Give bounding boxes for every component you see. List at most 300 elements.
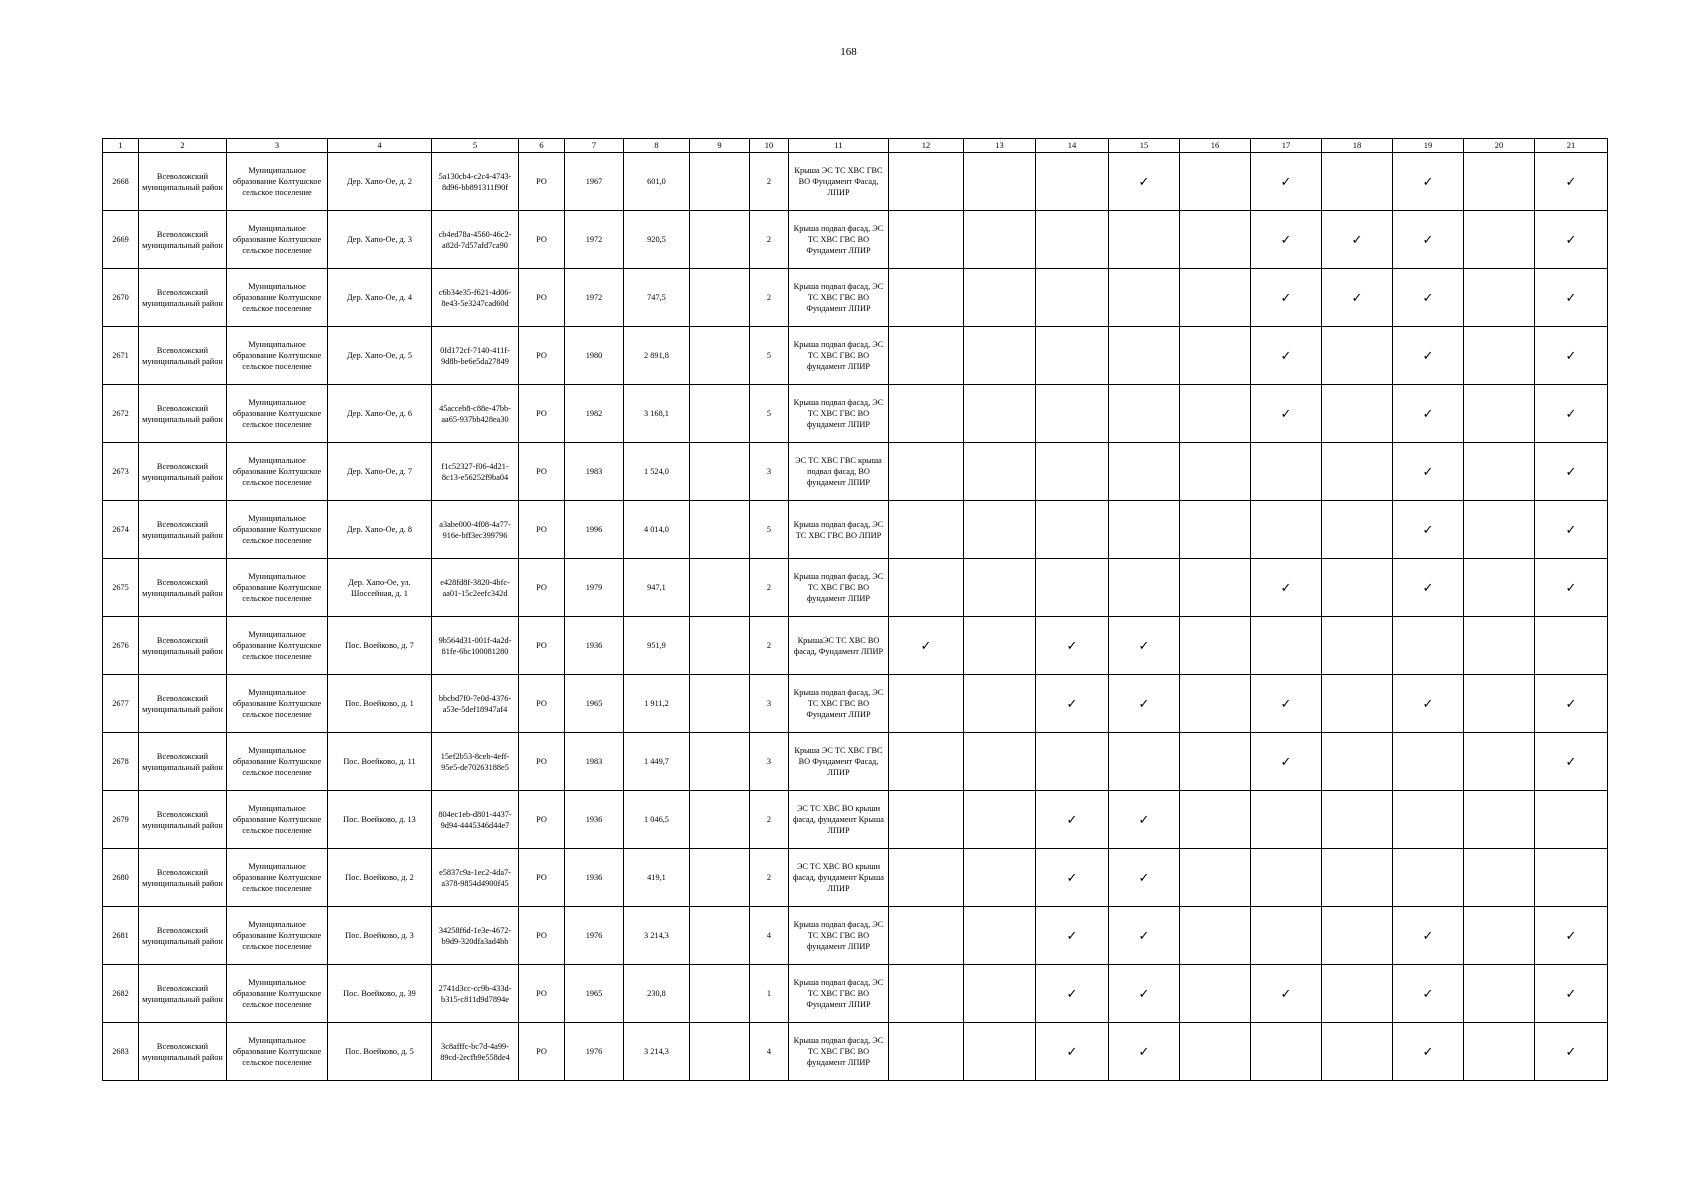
total-area-cell: 1 524,0 xyxy=(624,443,690,501)
address-cell: Пос. Воейково, д. 3 xyxy=(328,907,432,965)
row-number-cell: 2677 xyxy=(103,675,139,733)
check-mark-icon: ✓ xyxy=(1565,927,1577,943)
row-number-cell: 2670 xyxy=(103,269,139,327)
work-column-13-cell xyxy=(964,443,1036,501)
table-row xyxy=(103,559,1608,617)
municipality-cell: Муниципальное образование Колтушское сельское поселение xyxy=(227,1023,328,1081)
floors-cell: 4 xyxy=(750,907,789,965)
work-column-21-cell xyxy=(1535,327,1608,385)
check-mark-icon: ✓ xyxy=(1565,753,1577,769)
check-mark-icon: ✓ xyxy=(1066,927,1078,943)
table-row xyxy=(103,385,1608,443)
work-column-16-cell xyxy=(1180,385,1251,443)
work-column-18-cell xyxy=(1322,501,1393,559)
floors-cell: 2 xyxy=(750,617,789,675)
work-column-21-cell xyxy=(1535,269,1608,327)
total-area-cell: 3 168,1 xyxy=(624,385,690,443)
address-cell: Дер. Хапо-Ое, ул. Шоссейная, д. 1 xyxy=(328,559,432,617)
total-area-cell: 230,8 xyxy=(624,965,690,1023)
work-column-18-cell xyxy=(1322,965,1393,1023)
check-mark-icon: ✓ xyxy=(1280,985,1292,1001)
management-type-cell: РО xyxy=(519,501,565,559)
column-9-cell xyxy=(690,269,750,327)
check-mark-icon: ✓ xyxy=(1422,405,1434,421)
work-column-20-cell xyxy=(1464,965,1535,1023)
work-column-15-cell xyxy=(1109,965,1180,1023)
management-type-cell: РО xyxy=(519,269,565,327)
work-column-20-cell xyxy=(1464,269,1535,327)
row-number-cell: 2671 xyxy=(103,327,139,385)
total-area-cell: 601,0 xyxy=(624,153,690,211)
work-column-21-cell xyxy=(1535,559,1608,617)
total-area-cell: 747,5 xyxy=(624,269,690,327)
work-column-14-cell xyxy=(1036,849,1109,907)
work-column-13-cell xyxy=(964,733,1036,791)
work-column-18-cell xyxy=(1322,269,1393,327)
work-column-19-cell xyxy=(1393,733,1464,791)
total-area-cell: 3 214,3 xyxy=(624,907,690,965)
work-column-16-cell xyxy=(1180,733,1251,791)
work-column-17-cell xyxy=(1251,269,1322,327)
work-column-17-cell xyxy=(1251,617,1322,675)
row-number-cell: 2681 xyxy=(103,907,139,965)
check-mark-icon: ✓ xyxy=(1280,753,1292,769)
check-mark-icon: ✓ xyxy=(1422,1043,1434,1059)
work-column-20-cell xyxy=(1464,443,1535,501)
work-column-15-cell xyxy=(1109,791,1180,849)
municipality-cell: Муниципальное образование Колтушское сельское поселение xyxy=(227,211,328,269)
floors-cell: 3 xyxy=(750,675,789,733)
check-mark-icon: ✓ xyxy=(1565,695,1577,711)
work-column-12-cell xyxy=(889,559,964,617)
work-column-19-cell xyxy=(1393,617,1464,675)
column-9-cell xyxy=(690,791,750,849)
work-column-21-cell xyxy=(1535,443,1608,501)
address-cell: Дер. Хапо-Ое, д. 2 xyxy=(328,153,432,211)
work-column-21-cell xyxy=(1535,733,1608,791)
work-column-17-cell xyxy=(1251,559,1322,617)
check-mark-icon: ✓ xyxy=(1138,695,1150,711)
district-cell: Всеволожский муниципальный район xyxy=(139,617,227,675)
work-column-19-cell xyxy=(1393,269,1464,327)
check-mark-icon: ✓ xyxy=(1422,927,1434,943)
row-number-cell: 2678 xyxy=(103,733,139,791)
check-mark-icon: ✓ xyxy=(1280,289,1292,305)
work-column-15-cell xyxy=(1109,501,1180,559)
work-column-20-cell xyxy=(1464,153,1535,211)
check-mark-icon: ✓ xyxy=(1351,231,1363,247)
municipality-cell: Муниципальное образование Колтушское сельское поселение xyxy=(227,269,328,327)
work-column-14-cell xyxy=(1036,733,1109,791)
check-mark-icon: ✓ xyxy=(1280,347,1292,363)
work-column-14-cell xyxy=(1036,153,1109,211)
house-guid-cell: 45acceb8-c88e-47bb-aa65-937bb428ea30 xyxy=(432,385,519,443)
table-row xyxy=(103,269,1608,327)
work-column-21-cell xyxy=(1535,791,1608,849)
house-guid-cell: e5837c9a-1ec2-4da7-a378-9854d4900f45 xyxy=(432,849,519,907)
work-column-13-cell xyxy=(964,327,1036,385)
year-built-cell: 1936 xyxy=(565,849,624,907)
house-guid-cell: 34258f6d-1e3e-4672-b9d9-320dfa3ad4bb xyxy=(432,907,519,965)
check-mark-icon: ✓ xyxy=(920,637,932,653)
check-mark-icon: ✓ xyxy=(1138,173,1150,189)
house-guid-cell: 3c8afffc-bc7d-4a99-89cd-2ecfb9e558de4 xyxy=(432,1023,519,1081)
management-type-cell: РО xyxy=(519,327,565,385)
row-number-cell: 2679 xyxy=(103,791,139,849)
work-column-14-cell xyxy=(1036,211,1109,269)
address-cell: Пос. Воейково, д. 11 xyxy=(328,733,432,791)
work-column-16-cell xyxy=(1180,617,1251,675)
house-guid-cell: 9b564d31-001f-4a2d-81fe-6bc100081280 xyxy=(432,617,519,675)
check-mark-icon: ✓ xyxy=(1565,579,1577,595)
work-column-21-cell xyxy=(1535,153,1608,211)
management-type-cell: РО xyxy=(519,443,565,501)
work-column-19-cell xyxy=(1393,675,1464,733)
work-column-13-cell xyxy=(964,965,1036,1023)
work-column-19-cell xyxy=(1393,211,1464,269)
management-type-cell: РО xyxy=(519,675,565,733)
work-column-19-cell xyxy=(1393,1023,1464,1081)
check-mark-icon: ✓ xyxy=(1422,347,1434,363)
check-mark-icon: ✓ xyxy=(1565,521,1577,537)
work-column-15-cell xyxy=(1109,907,1180,965)
table-row xyxy=(103,211,1608,269)
total-area-cell: 1 449,7 xyxy=(624,733,690,791)
total-area-cell: 1 911,2 xyxy=(624,675,690,733)
work-column-16-cell xyxy=(1180,849,1251,907)
work-column-13-cell xyxy=(964,617,1036,675)
work-column-12-cell xyxy=(889,327,964,385)
management-type-cell: РО xyxy=(519,153,565,211)
district-cell: Всеволожский муниципальный район xyxy=(139,443,227,501)
check-mark-icon: ✓ xyxy=(1138,927,1150,943)
district-cell: Всеволожский муниципальный район xyxy=(139,907,227,965)
column-9-cell xyxy=(690,501,750,559)
work-column-20-cell xyxy=(1464,791,1535,849)
municipality-cell: Муниципальное образование Колтушское сельское поселение xyxy=(227,617,328,675)
check-mark-icon: ✓ xyxy=(1565,985,1577,1001)
works-list-cell: Крыша подвал фасад, ЭС ТС ХВС ГВС ВО фундамент ЛПИР xyxy=(789,385,889,443)
house-guid-cell: a3abe000-4f08-4a77-916e-bff3ec399796 xyxy=(432,501,519,559)
district-cell: Всеволожский муниципальный район xyxy=(139,559,227,617)
work-column-21-cell xyxy=(1535,907,1608,965)
row-number-cell: 2673 xyxy=(103,443,139,501)
check-mark-icon: ✓ xyxy=(1280,579,1292,595)
work-column-17-cell xyxy=(1251,327,1322,385)
work-column-18-cell xyxy=(1322,675,1393,733)
year-built-cell: 1972 xyxy=(565,211,624,269)
work-column-19-cell xyxy=(1393,385,1464,443)
floors-cell: 3 xyxy=(750,443,789,501)
work-column-18-cell xyxy=(1322,443,1393,501)
work-column-14-cell xyxy=(1036,1023,1109,1081)
works-list-cell: Крыша ЭС ТС ХВС ГВС ВО Фундамент Фасад, ЛПИР xyxy=(789,733,889,791)
district-cell: Всеволожский муниципальный район xyxy=(139,733,227,791)
check-mark-icon: ✓ xyxy=(1422,463,1434,479)
address-cell: Пос. Воейково, д. 1 xyxy=(328,675,432,733)
table-row xyxy=(103,617,1608,675)
work-column-16-cell xyxy=(1180,559,1251,617)
column-number-header: 7 xyxy=(565,139,624,153)
address-cell: Дер. Хапо-Ое, д. 4 xyxy=(328,269,432,327)
work-column-12-cell xyxy=(889,733,964,791)
check-mark-icon: ✓ xyxy=(1066,811,1078,827)
row-number-cell: 2676 xyxy=(103,617,139,675)
address-cell: Пос. Воейково, д. 7 xyxy=(328,617,432,675)
address-cell: Дер. Хапо-Ое, д. 7 xyxy=(328,443,432,501)
year-built-cell: 1967 xyxy=(565,153,624,211)
check-mark-icon: ✓ xyxy=(1565,289,1577,305)
house-guid-cell: 15ef2b53-8ceb-4eff-95e5-de70263188e5 xyxy=(432,733,519,791)
work-column-15-cell xyxy=(1109,269,1180,327)
work-column-15-cell xyxy=(1109,733,1180,791)
column-number-header: 1 xyxy=(103,139,139,153)
work-column-18-cell xyxy=(1322,559,1393,617)
column-number-header: 18 xyxy=(1322,139,1393,153)
check-mark-icon: ✓ xyxy=(1280,405,1292,421)
column-number-header: 19 xyxy=(1393,139,1464,153)
floors-cell: 3 xyxy=(750,733,789,791)
work-column-16-cell xyxy=(1180,211,1251,269)
municipality-cell: Муниципальное образование Колтушское сельское поселение xyxy=(227,559,328,617)
work-column-13-cell xyxy=(964,907,1036,965)
check-mark-icon: ✓ xyxy=(1565,463,1577,479)
work-column-18-cell xyxy=(1322,617,1393,675)
district-cell: Всеволожский муниципальный район xyxy=(139,269,227,327)
work-column-15-cell xyxy=(1109,559,1180,617)
year-built-cell: 1936 xyxy=(565,617,624,675)
year-built-cell: 1965 xyxy=(565,675,624,733)
work-column-13-cell xyxy=(964,269,1036,327)
total-area-cell: 3 214,3 xyxy=(624,1023,690,1081)
column-number-header: 10 xyxy=(750,139,789,153)
floors-cell: 5 xyxy=(750,501,789,559)
check-mark-icon: ✓ xyxy=(1422,695,1434,711)
management-type-cell: РО xyxy=(519,385,565,443)
column-number-header: 9 xyxy=(690,139,750,153)
row-number-cell: 2675 xyxy=(103,559,139,617)
works-list-cell: Крыша подвал фасад, ЭС ТС ХВС ГВС ВО фундамент ЛПИР xyxy=(789,327,889,385)
column-number-header: 21 xyxy=(1535,139,1608,153)
work-column-19-cell xyxy=(1393,443,1464,501)
column-9-cell xyxy=(690,849,750,907)
floors-cell: 2 xyxy=(750,791,789,849)
work-column-12-cell xyxy=(889,907,964,965)
floors-cell: 2 xyxy=(750,269,789,327)
work-column-17-cell xyxy=(1251,501,1322,559)
house-guid-cell: e428fd8f-3820-4bfc-aa01-15c2eefc342d xyxy=(432,559,519,617)
table-row xyxy=(103,153,1608,211)
table-row xyxy=(103,849,1608,907)
work-column-14-cell xyxy=(1036,443,1109,501)
house-guid-cell: f1c52327-f06-4d21-8c13-e56252f9ba04 xyxy=(432,443,519,501)
house-guid-cell: 2741d3cc-cc9b-433d-b315-c811d9d7894e xyxy=(432,965,519,1023)
work-column-18-cell xyxy=(1322,385,1393,443)
work-column-15-cell xyxy=(1109,153,1180,211)
table-row xyxy=(103,965,1608,1023)
work-column-20-cell xyxy=(1464,617,1535,675)
work-column-21-cell xyxy=(1535,849,1608,907)
floors-cell: 1 xyxy=(750,965,789,1023)
table-body xyxy=(103,139,1608,1081)
work-column-12-cell xyxy=(889,385,964,443)
work-column-21-cell xyxy=(1535,965,1608,1023)
district-cell: Всеволожский муниципальный район xyxy=(139,849,227,907)
work-column-17-cell xyxy=(1251,385,1322,443)
year-built-cell: 1983 xyxy=(565,733,624,791)
row-number-cell: 2682 xyxy=(103,965,139,1023)
work-column-14-cell xyxy=(1036,501,1109,559)
column-number-header: 6 xyxy=(519,139,565,153)
floors-cell: 5 xyxy=(750,385,789,443)
work-column-14-cell xyxy=(1036,559,1109,617)
check-mark-icon: ✓ xyxy=(1422,173,1434,189)
work-column-18-cell xyxy=(1322,907,1393,965)
year-built-cell: 1996 xyxy=(565,501,624,559)
column-number-header: 8 xyxy=(624,139,690,153)
column-number-header: 2 xyxy=(139,139,227,153)
work-column-18-cell xyxy=(1322,733,1393,791)
column-number-header: 17 xyxy=(1251,139,1322,153)
check-mark-icon: ✓ xyxy=(1138,869,1150,885)
row-number-cell: 2668 xyxy=(103,153,139,211)
works-list-cell: Крыша подвал фасад, ЭС ТС ХВС ГВС ВО Фундамент ЛПИР xyxy=(789,965,889,1023)
municipality-cell: Муниципальное образование Колтушское сельское поселение xyxy=(227,675,328,733)
column-number-header: 5 xyxy=(432,139,519,153)
column-9-cell xyxy=(690,385,750,443)
year-built-cell: 1976 xyxy=(565,1023,624,1081)
work-column-15-cell xyxy=(1109,443,1180,501)
table-row xyxy=(103,675,1608,733)
work-column-15-cell xyxy=(1109,675,1180,733)
row-number-cell: 2669 xyxy=(103,211,139,269)
works-list-cell: Крыша подвал фасад, ЭС ТС ХВС ГВС ВО фундамент ЛПИР xyxy=(789,907,889,965)
management-type-cell: РО xyxy=(519,211,565,269)
district-cell: Всеволожский муниципальный район xyxy=(139,327,227,385)
year-built-cell: 1982 xyxy=(565,385,624,443)
work-column-18-cell xyxy=(1322,791,1393,849)
work-column-16-cell xyxy=(1180,443,1251,501)
floors-cell: 2 xyxy=(750,849,789,907)
address-cell: Пос. Воейково, д. 13 xyxy=(328,791,432,849)
work-column-12-cell xyxy=(889,965,964,1023)
work-column-16-cell xyxy=(1180,327,1251,385)
work-column-16-cell xyxy=(1180,675,1251,733)
check-mark-icon: ✓ xyxy=(1138,985,1150,1001)
house-guid-cell: 804ec1eb-d801-4437-9d94-4445346d44e7 xyxy=(432,791,519,849)
year-built-cell: 1983 xyxy=(565,443,624,501)
municipality-cell: Муниципальное образование Колтушское сельское поселение xyxy=(227,907,328,965)
row-number-cell: 2683 xyxy=(103,1023,139,1081)
floors-cell: 2 xyxy=(750,153,789,211)
work-column-14-cell xyxy=(1036,675,1109,733)
check-mark-icon: ✓ xyxy=(1066,1043,1078,1059)
management-type-cell: РО xyxy=(519,907,565,965)
year-built-cell: 1972 xyxy=(565,269,624,327)
floors-cell: 5 xyxy=(750,327,789,385)
management-type-cell: РО xyxy=(519,791,565,849)
check-mark-icon: ✓ xyxy=(1565,405,1577,421)
work-column-17-cell xyxy=(1251,965,1322,1023)
address-cell: Пос. Воейково, д. 5 xyxy=(328,1023,432,1081)
check-mark-icon: ✓ xyxy=(1066,869,1078,885)
work-column-19-cell xyxy=(1393,965,1464,1023)
works-list-cell: КрышаЭС ТС ХВС ВО фасад, Фундамент ЛПИР xyxy=(789,617,889,675)
column-9-cell xyxy=(690,617,750,675)
work-column-12-cell xyxy=(889,617,964,675)
work-column-14-cell xyxy=(1036,269,1109,327)
table-row xyxy=(103,443,1608,501)
work-column-12-cell xyxy=(889,849,964,907)
work-column-16-cell xyxy=(1180,501,1251,559)
management-type-cell: РО xyxy=(519,849,565,907)
work-column-20-cell xyxy=(1464,907,1535,965)
column-number-row xyxy=(103,139,1608,153)
work-column-17-cell xyxy=(1251,153,1322,211)
table-row xyxy=(103,907,1608,965)
column-9-cell xyxy=(690,559,750,617)
district-cell: Всеволожский муниципальный район xyxy=(139,965,227,1023)
total-area-cell: 951,9 xyxy=(624,617,690,675)
work-column-14-cell xyxy=(1036,617,1109,675)
table-row xyxy=(103,1023,1608,1081)
check-mark-icon: ✓ xyxy=(1422,231,1434,247)
work-column-20-cell xyxy=(1464,733,1535,791)
work-column-16-cell xyxy=(1180,965,1251,1023)
work-column-20-cell xyxy=(1464,559,1535,617)
row-number-cell: 2680 xyxy=(103,849,139,907)
work-column-19-cell xyxy=(1393,153,1464,211)
check-mark-icon: ✓ xyxy=(1351,289,1363,305)
row-number-cell: 2674 xyxy=(103,501,139,559)
column-9-cell xyxy=(690,733,750,791)
work-column-21-cell xyxy=(1535,501,1608,559)
year-built-cell: 1976 xyxy=(565,907,624,965)
works-list-cell: Крыша подвал фасад, ЭС ТС ХВС ГВС ВО Фундамент ЛПИР xyxy=(789,211,889,269)
district-cell: Всеволожский муниципальный район xyxy=(139,385,227,443)
year-built-cell: 1965 xyxy=(565,965,624,1023)
management-type-cell: РО xyxy=(519,1023,565,1081)
work-column-16-cell xyxy=(1180,907,1251,965)
check-mark-icon: ✓ xyxy=(1138,1043,1150,1059)
work-column-15-cell xyxy=(1109,211,1180,269)
municipality-cell: Муниципальное образование Колтушское сельское поселение xyxy=(227,385,328,443)
work-column-12-cell xyxy=(889,791,964,849)
work-column-17-cell xyxy=(1251,849,1322,907)
district-cell: Всеволожский муниципальный район xyxy=(139,791,227,849)
works-list-cell: Крыша подвал фасад, ЭС ТС ХВС ГВС ВО ЛПИР xyxy=(789,501,889,559)
column-number-header: 20 xyxy=(1464,139,1535,153)
work-column-12-cell xyxy=(889,211,964,269)
column-number-header: 4 xyxy=(328,139,432,153)
district-cell: Всеволожский муниципальный район xyxy=(139,211,227,269)
work-column-15-cell xyxy=(1109,1023,1180,1081)
work-column-21-cell xyxy=(1535,385,1608,443)
column-9-cell xyxy=(690,211,750,269)
work-column-13-cell xyxy=(964,385,1036,443)
work-column-17-cell xyxy=(1251,1023,1322,1081)
house-guid-cell: bbcbd7f0-7e0d-4376-a53e-5def18947af4 xyxy=(432,675,519,733)
work-column-13-cell xyxy=(964,559,1036,617)
work-column-18-cell xyxy=(1322,211,1393,269)
column-number-header: 16 xyxy=(1180,139,1251,153)
work-column-12-cell xyxy=(889,1023,964,1081)
works-list-cell: ЭС ТС ХВС ВО крыши фасад, фундамент Крыша ЛПИР xyxy=(789,791,889,849)
municipality-cell: Муниципальное образование Колтушское сельское поселение xyxy=(227,443,328,501)
work-column-19-cell xyxy=(1393,327,1464,385)
check-mark-icon: ✓ xyxy=(1066,637,1078,653)
work-column-12-cell xyxy=(889,443,964,501)
